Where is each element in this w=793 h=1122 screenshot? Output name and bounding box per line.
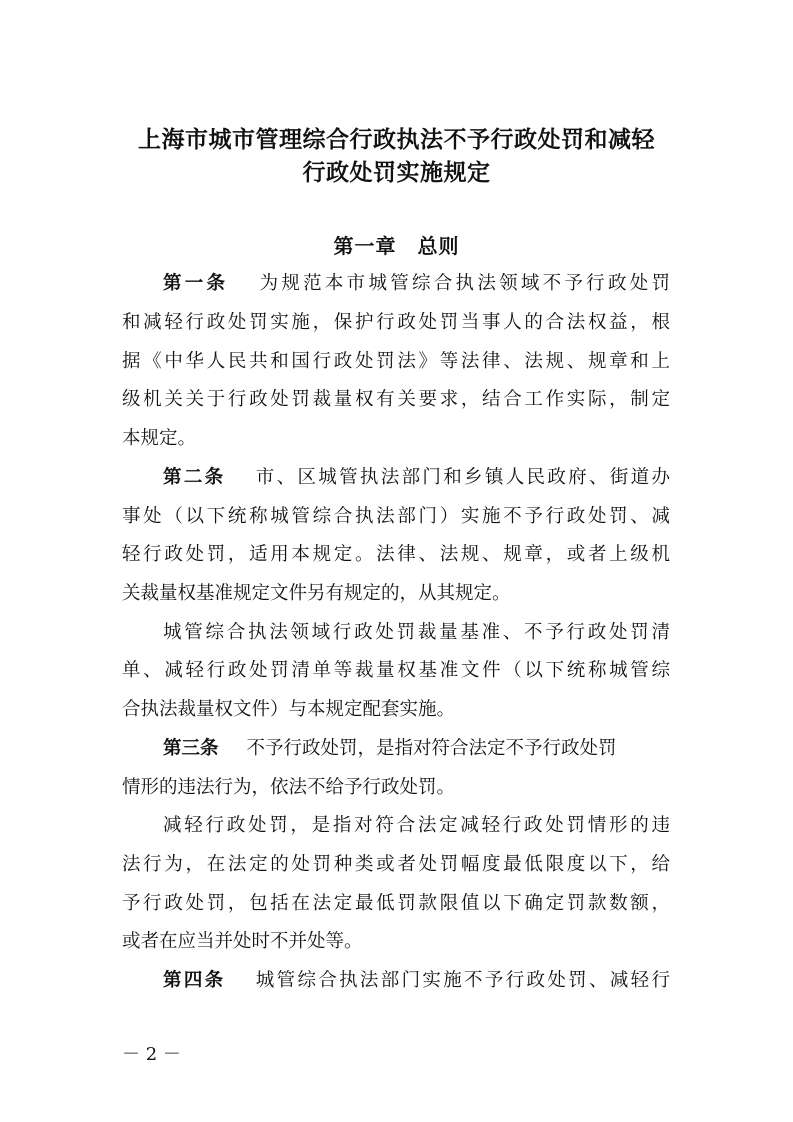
body-line: 事处（以下统称城管综合执法部门）实施不予行政处罚、减 bbox=[122, 506, 670, 527]
article-2-label: 第二条 bbox=[163, 467, 226, 488]
article-3-label: 第三条 bbox=[163, 738, 219, 759]
article-4-label: 第四条 bbox=[163, 970, 226, 991]
body-line: 合执法裁量权文件）与本规定配套实施。 bbox=[122, 699, 456, 720]
article-1-line-1 bbox=[163, 270, 670, 298]
article-1-text: 为规范本市城管综合执法领域不予行政处罚 bbox=[256, 273, 670, 294]
article-4-text: 城管综合执法部门实施不予行政处罚、减轻行 bbox=[253, 970, 670, 991]
page-number: － 2 － bbox=[122, 1044, 181, 1065]
paragraph-line: 城管综合执法领域行政处罚裁量基准、不予行政处罚清 bbox=[163, 622, 670, 643]
body-line: 关裁量权基准规定文件另有规定的，从其规定。 bbox=[122, 583, 511, 604]
article-3-text: 不予行政处罚，是指对符合法定不予行政处罚 bbox=[246, 738, 617, 759]
article-3-line-1 bbox=[163, 735, 670, 763]
article-1-label: 第一条 bbox=[163, 273, 229, 294]
body-line: 和减轻行政处罚实施，保护行政处罚当事人的合法权益，根 bbox=[122, 312, 670, 333]
article-2-line-1 bbox=[163, 464, 670, 492]
body-line: 据《中华人民共和国行政处罚法》等法律、法规、规章和上 bbox=[122, 351, 670, 372]
body-line: 予行政处罚，包括在法定最低罚款限值以下确定罚款数额， bbox=[122, 893, 670, 914]
chapter-heading: 第一章 总则 bbox=[333, 234, 460, 258]
body-line: 本规定。 bbox=[122, 428, 197, 449]
body-line: 轻行政处罚，适用本规定。法律、法规、规章，或者上级机 bbox=[122, 544, 670, 565]
article-4-line-1 bbox=[163, 967, 670, 995]
paragraph-line: 减轻行政处罚，是指对符合法定减轻行政处罚情形的违 bbox=[163, 815, 670, 836]
body-line: 级机关关于行政处罚裁量权有关要求，结合工作实际，制定 bbox=[122, 389, 670, 410]
body-line: 单、减轻行政处罚清单等裁量权基准文件（以下统称城管综 bbox=[122, 660, 670, 681]
body-line: 法行为，在法定的处罚种类或者处罚幅度最低限度以下，给 bbox=[122, 854, 670, 875]
document-title-line-2: 行政处罚实施规定 bbox=[302, 159, 491, 186]
document-title-line-1: 上海市城市管理综合行政执法不予行政处罚和减轻 bbox=[138, 126, 655, 153]
body-line: 情形的违法行为，依法不给予行政处罚。 bbox=[122, 777, 456, 798]
body-line: 或者在应当并处时不并处等。 bbox=[122, 931, 363, 952]
article-2-text: 市、区城管执法部门和乡镇人民政府、街道办 bbox=[253, 467, 670, 488]
